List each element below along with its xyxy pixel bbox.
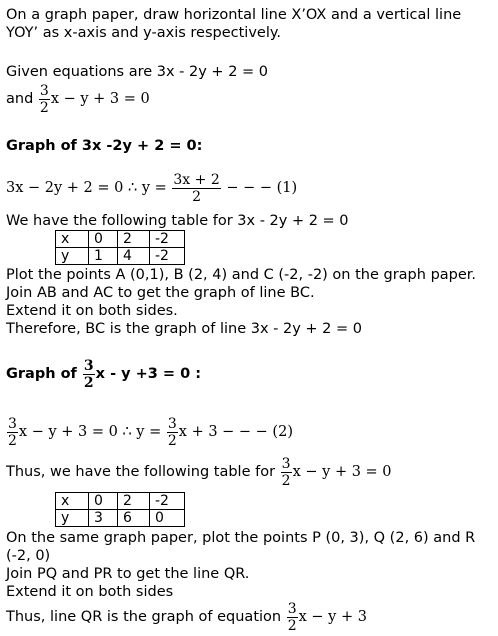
section1-equation: 3x − 2y + 2 = 0 ∴ y = $\frac{3x + 2}{2}$ − − − (1)	[6, 171, 298, 205]
section1-values-table	[55, 230, 185, 265]
section1-plot-line: Plot the points A (0,1), B (2, 4) and C (-2, -2) on the graph paper.	[6, 267, 477, 283]
section2-conclusion: Thus, line QR is the graph of equation $\frac{3}{2}$ x − y + 3	[6, 600, 367, 634]
table-row: y 3 6 0	[56, 510, 185, 527]
section2-join-line: Join PQ and PR to get the line QR.	[6, 566, 250, 582]
section2-equation: $\frac{3}{2}$ x − y + 3 = 0 ∴ y = $\frac{3}{2}$ x + 3 − − − (2)	[8, 415, 293, 449]
fraction: $\frac{3}{2}$	[287, 600, 297, 634]
fraction: $\frac{3x + 2}{2}$	[173, 171, 220, 205]
intro-line-2: YOY’ as x-axis and y-axis respectively.	[6, 25, 281, 41]
section2-table-intro: Thus, we have the following table for $\frac{3}{2}$ x − y + 3 = 0	[6, 455, 392, 489]
given-line-2	[6, 80, 150, 118]
table-row: y 1 4 -2	[56, 248, 185, 265]
table-row: x 0 2 -2	[56, 231, 185, 248]
section1-table-intro: We have the following table for 3x - 2y + 2 = 0	[6, 213, 349, 229]
fraction: $\frac{3}{2}$	[8, 415, 17, 449]
section1-heading: Graph of 3x -2y + 2 = 0:	[6, 138, 203, 154]
section1-join-line: Join AB and AC to get the graph of line BC.	[6, 285, 315, 301]
section2-plot-line-1: On the same graph paper, plot the points P (0, 3), Q (2, 6) and R	[6, 530, 476, 546]
fraction: $\frac{3}{2}$	[167, 415, 177, 449]
fraction: $\frac{3}{2}$	[281, 455, 291, 489]
equation-rest: x − y + 3 = 0	[50, 91, 150, 107]
section1-conclusion: Therefore, BC is the graph of line 3x - 2y + 2 = 0	[6, 321, 362, 337]
section2-values-table	[55, 492, 185, 527]
fraction: $\frac{3}{2}$	[83, 357, 94, 391]
fraction: $\frac{3}{2}$	[39, 82, 49, 116]
section2-heading: Graph of $\frac{3}{2}$ x - y +3 = 0 :	[6, 357, 202, 391]
section2-plot-line-2: (-2, 0)	[6, 548, 51, 564]
and-word: and	[6, 91, 34, 107]
section1-extend-line: Extend it on both sides.	[6, 303, 178, 319]
table-row: x 0 2 -2	[56, 493, 185, 510]
section2-extend-line: Extend it on both sides	[6, 584, 174, 600]
intro-line-1: On a graph paper, draw horizontal line X’OX and a vertical line	[6, 7, 462, 23]
given-line-1: Given equations are 3x - 2y + 2 = 0	[6, 64, 269, 80]
